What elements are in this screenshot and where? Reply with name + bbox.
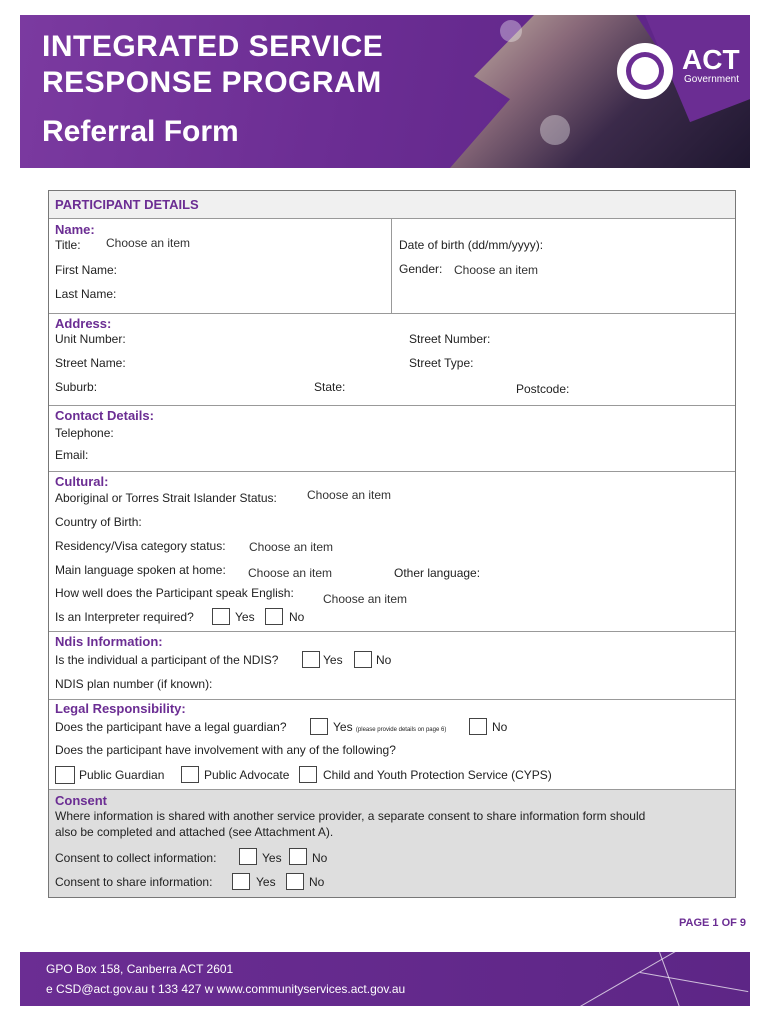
last-name-label: Last Name: <box>55 287 117 301</box>
gender-label: Gender: <box>399 262 443 276</box>
consent-collect-yes-label: Yes <box>262 851 282 865</box>
state-label: State: <box>314 380 346 394</box>
cyps-checkbox[interactable] <box>299 766 317 783</box>
consent-share-no-label: No <box>309 875 325 889</box>
act-crest-icon <box>617 43 673 99</box>
dob-label: Date of birth (dd/mm/yyyy): <box>399 238 544 252</box>
logo-subtext: Government <box>684 74 740 85</box>
consent-share-yes-label: Yes <box>256 875 276 889</box>
atsi-status-label: Aboriginal or Torres Strait Islander Status: <box>55 491 277 505</box>
consent-collect-yes-checkbox[interactable] <box>239 848 257 865</box>
email-label: Email: <box>55 448 89 462</box>
interpreter-yes-checkbox[interactable] <box>212 608 230 625</box>
name-section <box>49 218 735 314</box>
involvement-label: Does the participant have involvement with any of the following? <box>55 743 396 757</box>
consent-section <box>49 789 735 897</box>
legal-guardian-label: Does the participant have a legal guardian? <box>55 720 287 734</box>
consent-share-no-checkbox[interactable] <box>286 873 304 890</box>
legal-heading: Legal Responsibility: <box>55 701 186 716</box>
interpreter-label: Is an Interpreter required? <box>55 610 194 624</box>
address-heading: Address: <box>55 316 112 331</box>
other-language-label: Other language: <box>394 566 481 580</box>
cultural-section <box>49 471 735 631</box>
street-name-label: Street Name: <box>55 356 126 370</box>
public-guardian-label: Public Guardian <box>79 768 165 782</box>
footer-decor-line <box>640 972 749 992</box>
consent-collect-no-checkbox[interactable] <box>289 848 307 865</box>
main-language-label: Main language spoken at home: <box>55 563 226 577</box>
consent-collect-no-label: No <box>312 851 328 865</box>
street-number-label: Street Number: <box>409 332 491 346</box>
guardian-no-checkbox[interactable] <box>469 718 487 735</box>
unit-number-label: Unit Number: <box>55 332 126 346</box>
consent-heading: Consent <box>55 793 107 808</box>
ndis-no-checkbox[interactable] <box>354 651 372 668</box>
contact-section <box>49 405 735 471</box>
footer-banner <box>20 952 750 1006</box>
telephone-label: Telephone: <box>55 426 114 440</box>
consent-text-line1: Where information is shared with another service provider, a separate consent to share information form should <box>55 809 646 823</box>
interpreter-no-label: No <box>289 610 305 624</box>
english-proficiency-label: How well does the Participant speak English: <box>55 586 294 600</box>
interpreter-no-checkbox[interactable] <box>265 608 283 625</box>
suburb-label: Suburb: <box>55 380 98 394</box>
logo-text: ACT <box>682 44 740 75</box>
ndis-yes-label: Yes <box>323 653 343 667</box>
page-number: PAGE 1 OF 9 <box>679 917 747 929</box>
consent-collect-label: Consent to collect information: <box>55 851 217 865</box>
guardian-yes-checkbox[interactable] <box>310 718 328 735</box>
form-title: Referral Form <box>42 115 239 148</box>
ndis-heading: Ndis Information: <box>55 634 163 649</box>
legal-section <box>49 699 735 789</box>
public-advocate-checkbox[interactable] <box>181 766 199 783</box>
address-section <box>49 313 735 405</box>
header-banner <box>20 15 750 168</box>
ndis-section <box>49 631 735 699</box>
country-of-birth-label: Country of Birth: <box>55 515 142 529</box>
title-select[interactable]: Choose an item <box>106 236 191 250</box>
title-label: Title: <box>55 238 81 252</box>
guardian-no-label: No <box>492 720 508 734</box>
main-language-select[interactable]: Choose an item <box>248 566 333 580</box>
name-heading: Name: <box>55 222 95 237</box>
gender-select[interactable]: Choose an item <box>454 263 539 277</box>
program-title: INTEGRATED SERVICE RESPONSE PROGRAM <box>42 30 384 99</box>
column-divider <box>391 218 392 313</box>
photo-highlight <box>540 115 570 145</box>
contact-heading: Contact Details: <box>55 408 154 423</box>
atsi-status-select[interactable]: Choose an item <box>307 488 392 502</box>
interpreter-yes-label: Yes <box>235 610 255 624</box>
public-guardian-checkbox[interactable] <box>55 766 75 784</box>
cyps-label: Child and Youth Protection Service (CYPS) <box>323 768 552 782</box>
photo-highlight <box>500 20 522 42</box>
referral-form <box>48 190 736 898</box>
consent-share-yes-checkbox[interactable] <box>232 873 250 890</box>
consent-text-line2: also be completed and attached (see Attachment A). <box>55 825 334 839</box>
guardian-yes-label: Yes (please provide details on page 6) <box>333 720 447 734</box>
participant-heading: PARTICIPANT DETAILS <box>55 197 199 212</box>
residency-select[interactable]: Choose an item <box>249 540 334 554</box>
english-proficiency-select[interactable]: Choose an item <box>323 592 408 606</box>
cultural-heading: Cultural: <box>55 474 109 489</box>
ndis-no-label: No <box>376 653 392 667</box>
footer-contacts: e CSD@act.gov.au t 133 427 w www.communityservices.act.gov.au <box>46 982 406 996</box>
residency-label: Residency/Visa category status: <box>55 539 226 553</box>
postcode-label: Postcode: <box>516 382 570 396</box>
ndis-participant-label: Is the individual a participant of the NDIS? <box>55 653 279 667</box>
first-name-label: First Name: <box>55 263 118 277</box>
ndis-plan-label: NDIS plan number (if known): <box>55 677 213 691</box>
footer-address: GPO Box 158, Canberra ACT 2601 <box>46 962 234 976</box>
public-advocate-label: Public Advocate <box>204 768 290 782</box>
street-type-label: Street Type: <box>409 356 474 370</box>
ndis-yes-checkbox[interactable] <box>302 651 320 668</box>
consent-share-label: Consent to share information: <box>55 875 213 889</box>
